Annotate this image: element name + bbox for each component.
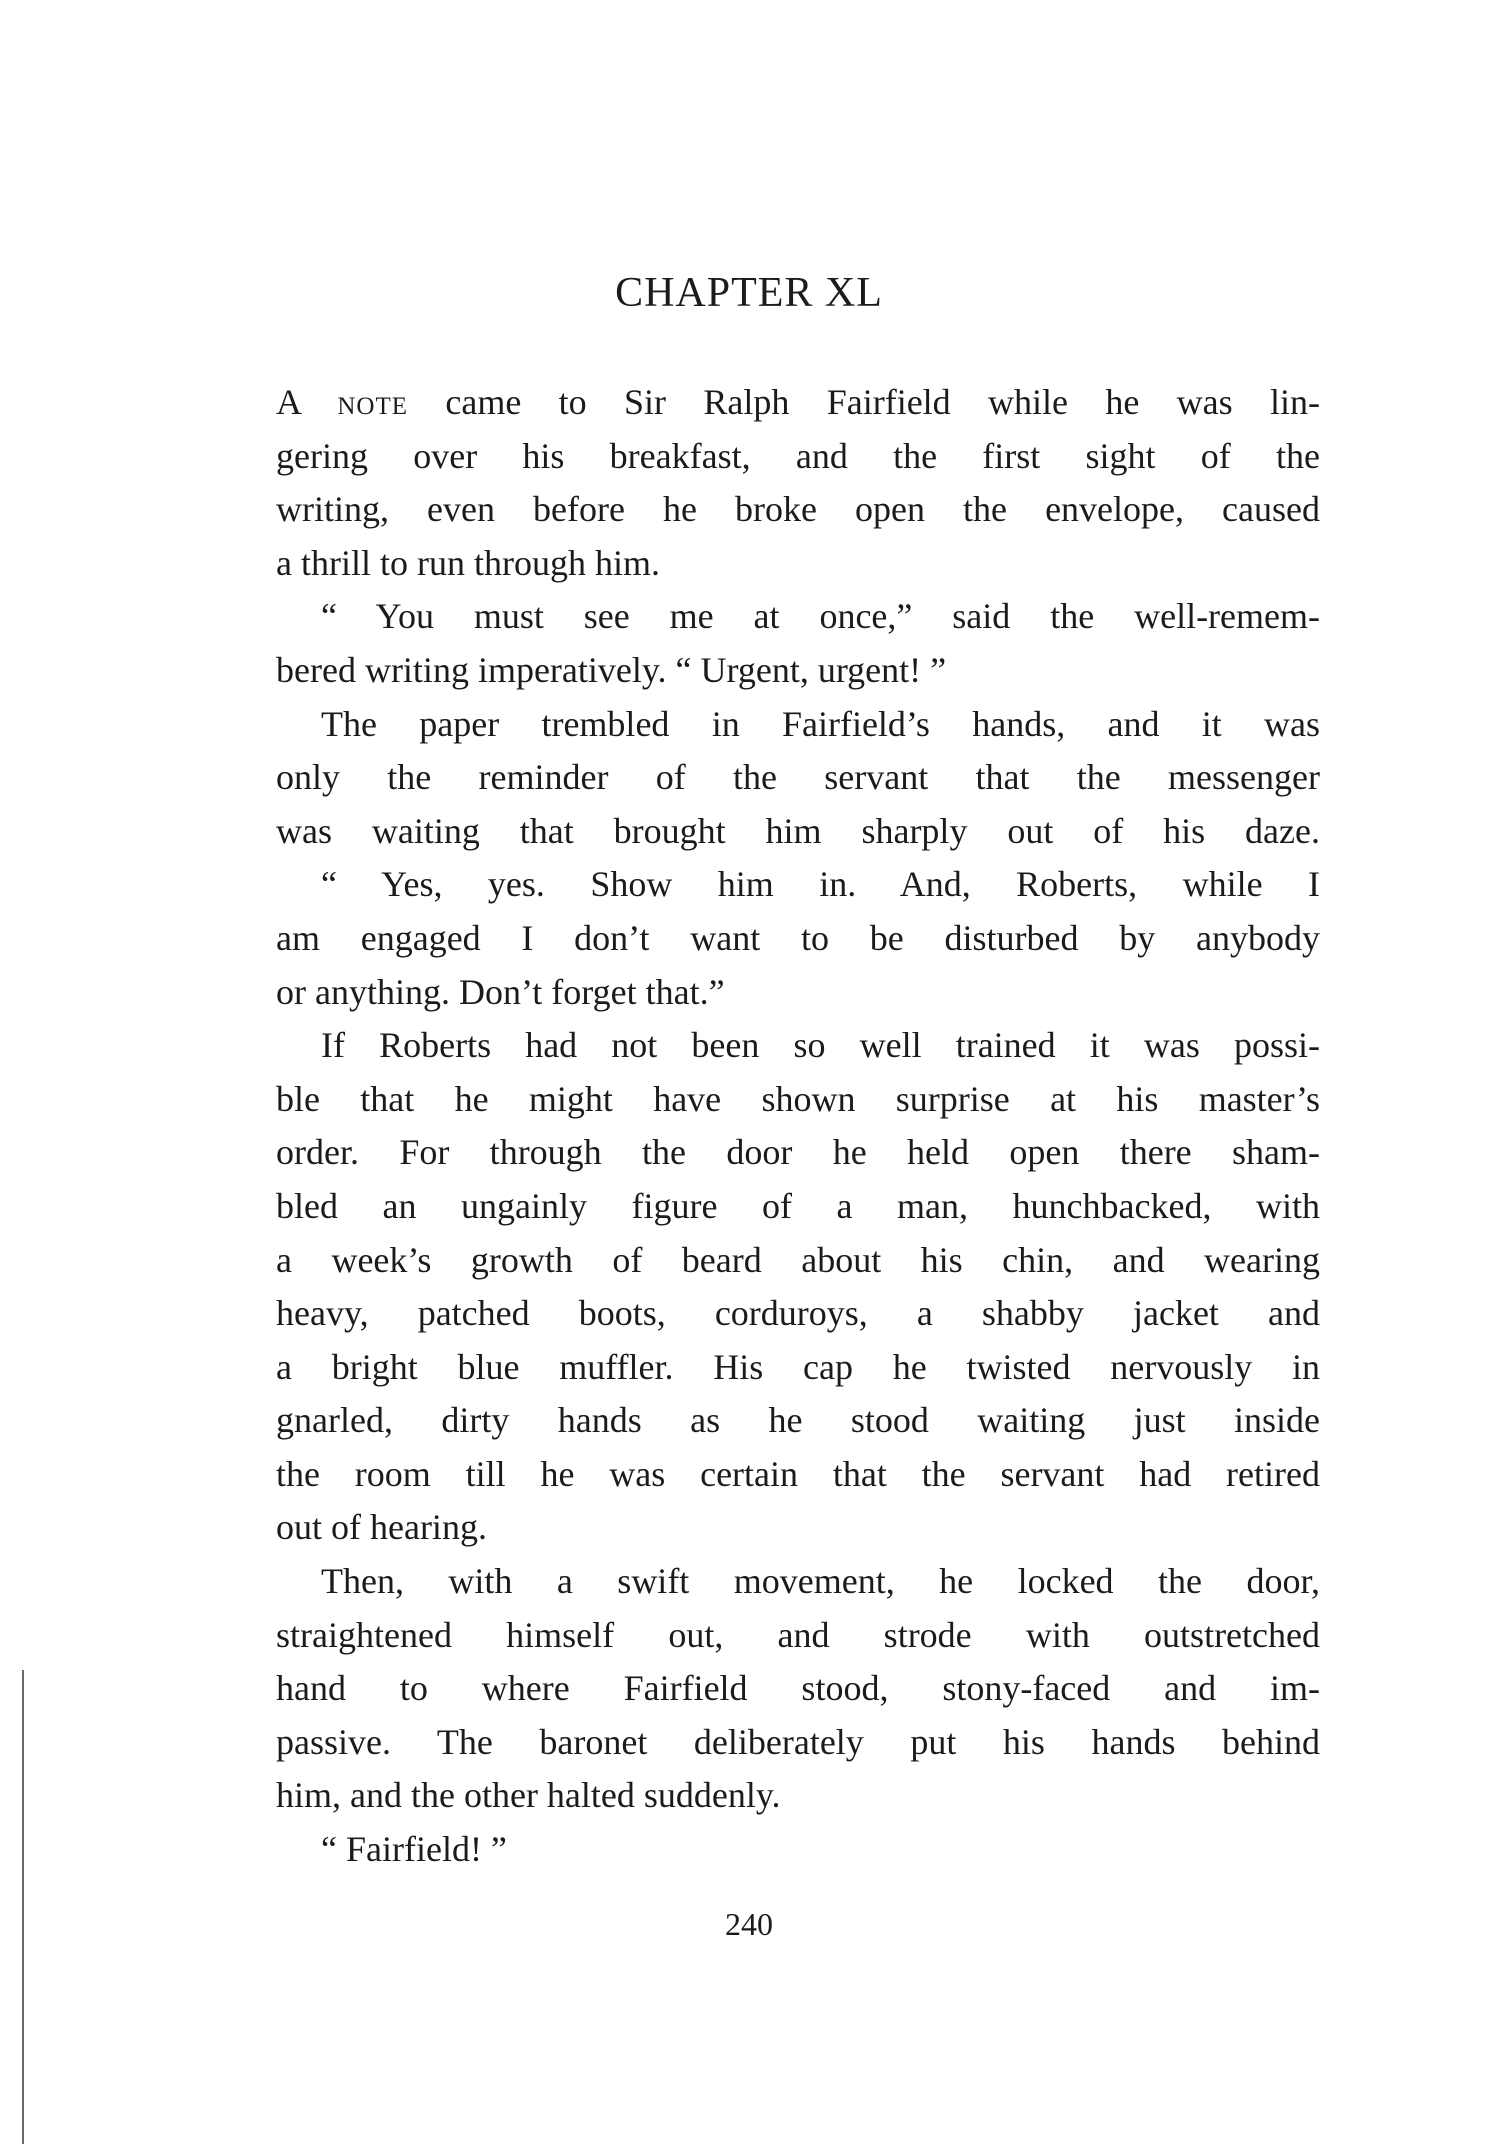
text-line: a bright blue muffler. His cap he twisted nervously in — [276, 1346, 1320, 1387]
opening-letter: A — [276, 382, 301, 422]
chapter-text — [276, 376, 1320, 1877]
chapter-heading: CHAPTER XL — [615, 270, 883, 316]
text-line: gering over his breakfast, and the first sight of the — [276, 435, 1320, 476]
text-line: or anything. Don’t forget that.” — [276, 971, 725, 1012]
text-line: writing, even before he broke open the envelope, caused — [276, 489, 1320, 530]
text-line: gnarled, dirty hands as he stood waiting just inside — [276, 1400, 1320, 1441]
page-number: 240 — [725, 1906, 773, 1942]
opening-smallcaps: note — [337, 382, 409, 422]
text-line: only the reminder of the servant that the messenger — [276, 757, 1320, 798]
text-line: the room till he was certain that the servant had retired — [276, 1453, 1320, 1494]
text-line: Then, with a swift movement, he locked the door, — [321, 1561, 1320, 1602]
text-line: out of hearing. — [276, 1507, 487, 1548]
text-line: bled an ungainly figure of a man, hunchbacked, with — [276, 1185, 1320, 1226]
binding-edge-line — [22, 1670, 24, 2144]
text-line: “ Fairfield! ” — [321, 1829, 507, 1870]
text-line: bered writing imperatively. “ Urgent, urgent! ” — [276, 649, 947, 690]
text-line: order. For through the door he held open there sham- — [276, 1132, 1320, 1173]
text-line: straightened himself out, and strode with outstretched — [276, 1614, 1320, 1655]
text-line: was waiting that brought him sharply out of his daze. — [276, 810, 1320, 851]
text-line: passive. The baronet deliberately put his hands behind — [276, 1721, 1320, 1762]
text-line: a thrill to run through him. — [276, 542, 660, 583]
text-line — [276, 376, 1320, 430]
text-line: am engaged I don’t want to be disturbed by anybody — [276, 917, 1320, 958]
text-line: ble that he might have shown surprise at his master’s — [276, 1078, 1320, 1119]
text-line: him, and the other halted suddenly. — [276, 1775, 781, 1816]
text-line: “ You must see me at once,” said the well-remem- — [321, 596, 1320, 637]
text-line: The paper trembled in Fairfield’s hands, and it was — [321, 703, 1320, 744]
text-line: If Roberts had not been so well trained it was possi- — [321, 1025, 1320, 1066]
text-line-content: came to Sir Ralph Fairfield while he was lin- — [408, 382, 1321, 422]
text-line: “ Yes, yes. Show him in. And, Roberts, while I — [321, 864, 1320, 905]
text-line: a week’s growth of beard about his chin, and wearing — [276, 1239, 1320, 1280]
text-line: hand to where Fairfield stood, stony-faced and im- — [276, 1668, 1320, 1709]
text-line: heavy, patched boots, corduroys, a shabby jacket and — [276, 1293, 1320, 1334]
